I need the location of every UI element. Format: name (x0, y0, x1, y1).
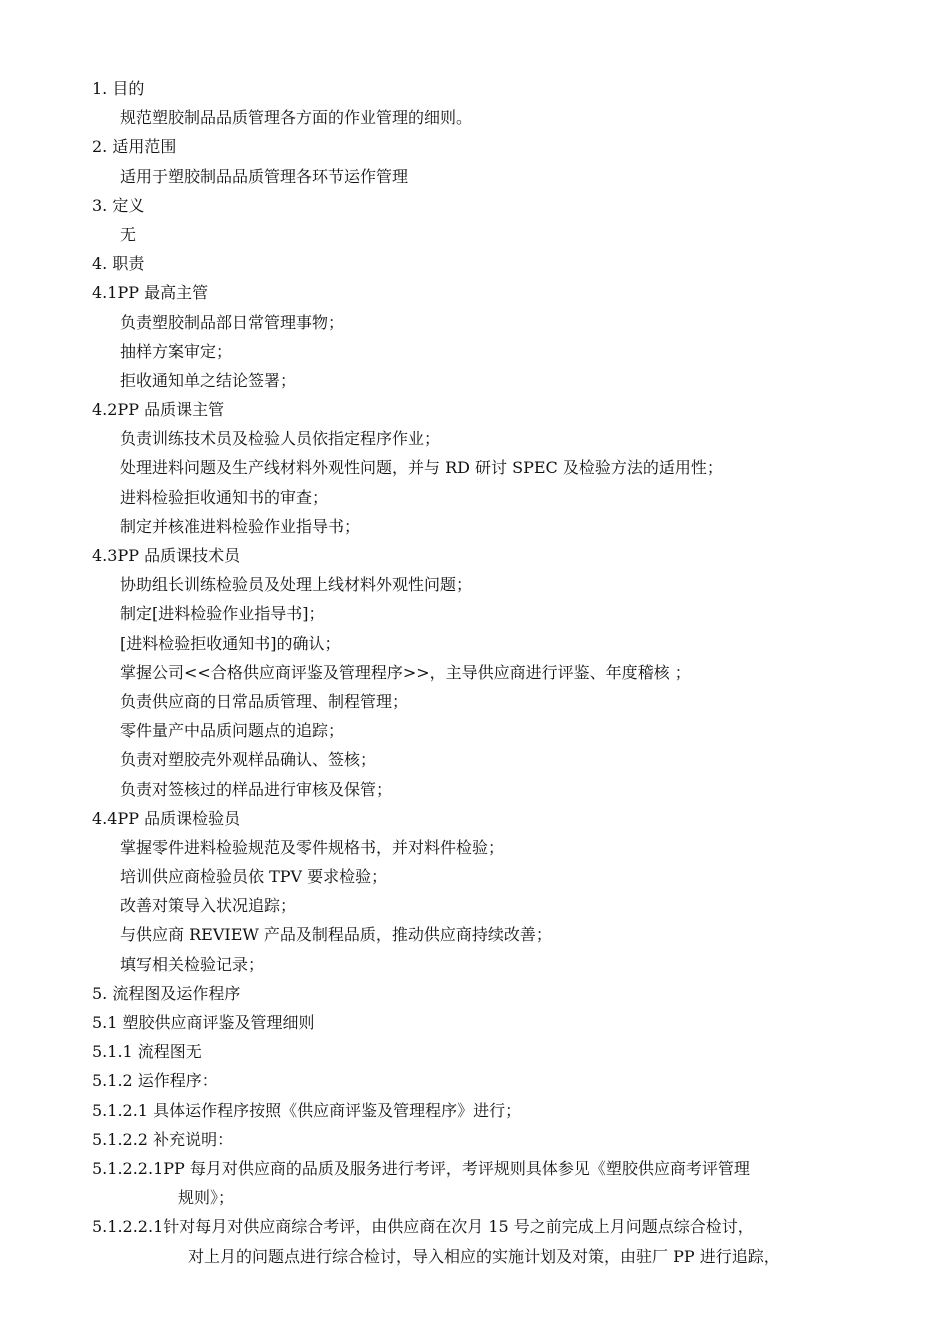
paragraph-line: 改善对策导入状况追踪； (120, 896, 297, 916)
paragraph-text: 针对每月对供应商综合考评，由供应商在次月 15 号之前完成上月问题点综合检讨， (163, 1217, 754, 1237)
paragraph-line: 适用于塑胶制品品质管理各环节运作管理 (120, 166, 409, 186)
section-heading-purpose: 1. 目的 (92, 79, 145, 98)
paragraph-line: 掌握零件进料检验规范及零件规格书，并对料件检验； (120, 837, 505, 857)
paragraph-line: 负责塑胶制品部日常管理事物； (120, 312, 345, 332)
numbered-paragraph (92, 1154, 892, 1212)
paragraph-line: 掌握公司<<合格供应商评鉴及管理程序>>，主导供应商进行评鉴、年度稽核 ； (120, 662, 691, 682)
paragraph-line: 制定[进料检验作业指导书]； (120, 604, 325, 624)
paragraph-line: [进料检验拒收通知书]的确认； (120, 633, 341, 653)
paragraph-line: 填写相关检验记录； (120, 954, 265, 974)
paragraph-continuation: 对上月的问题点进行综合检讨，导入相应的实施计划及对策，由驻厂 PP 进行追踪， (188, 1246, 780, 1266)
paragraph-line: 协助组长训练检验员及处理上线材料外观性问题； (120, 575, 473, 595)
paragraph-first-line (92, 1212, 892, 1241)
section-heading-responsibilities: 4. 职责 (92, 254, 145, 274)
paragraph-line: 制定并核准进料检验作业指导书； (120, 516, 361, 536)
paragraph-line: 进料检验拒收通知书的审查； (120, 487, 329, 507)
subsection-heading: 5.1.2 运作程序： (92, 1071, 218, 1091)
paragraph-line: 拒收通知单之结论签署； (120, 370, 297, 390)
paragraph-line: 培训供应商检验员依 TPV 要求检验； (120, 867, 388, 887)
paragraph-number: 5.1.2.2.1 (92, 1158, 164, 1178)
subsection-heading: 5.1.1 流程图无 (92, 1042, 202, 1062)
subsection-heading: 4.4PP 品质课检验员 (92, 808, 241, 828)
numbered-paragraph (92, 1212, 892, 1270)
subsection-heading: 5.1.2.1 具体运作程序按照《供应商评鉴及管理程序》进行； (92, 1100, 522, 1120)
paragraph-line: 负责对签核过的样品进行审核及保管； (120, 779, 393, 799)
subsection-heading: 5.1 塑胶供应商评鉴及管理细则 (92, 1013, 315, 1032)
paragraph-number: 5.1.2.2.1 (92, 1217, 164, 1237)
paragraph-line: 零件量产中品质问题点的追踪； (120, 721, 345, 741)
paragraph-line: 抽样方案审定； (120, 341, 233, 361)
subsection-heading: 4.3PP 品质课技术员 (92, 546, 241, 565)
paragraph-line: 负责供应商的日常品质管理、制程管理； (120, 691, 409, 711)
paragraph-line: 无 (120, 224, 137, 244)
paragraph-line: 处理进料问题及生产线材料外观性问题，并与 RD 研讨 SPEC 及检验方法的适用性； (120, 458, 723, 478)
subsection-heading: 5.1.2.2 补充说明： (92, 1129, 234, 1149)
paragraph-line: 负责训练技术员及检验人员依指定程序作业； (120, 429, 441, 449)
paragraph-first-line (92, 1154, 892, 1183)
section-heading-scope: 2. 适用范围 (92, 137, 177, 157)
paragraph-line: 与供应商 REVIEW 产品及制程品质，推动供应商持续改善； (120, 925, 552, 945)
subsection-heading: 4.2PP 品质课主管 (92, 400, 225, 420)
paragraph-text: PP 每月对供应商的品质及服务进行考评，考评规则具体参见《塑胶供应商考评管理 (163, 1158, 750, 1178)
section-heading-procedure: 5. 流程图及运作程序 (92, 983, 241, 1003)
document-body (92, 74, 892, 1271)
section-heading-definition: 3. 定义 (92, 195, 145, 215)
paragraph-line: 规范塑胶制品品质管理各方面的作业管理的细则。 (120, 108, 473, 128)
paragraph-line: 负责对塑胶壳外观样品确认、签核； (120, 750, 377, 770)
paragraph-continuation: 规则》； (178, 1188, 235, 1208)
subsection-heading: 4.1PP 最高主管 (92, 283, 209, 303)
